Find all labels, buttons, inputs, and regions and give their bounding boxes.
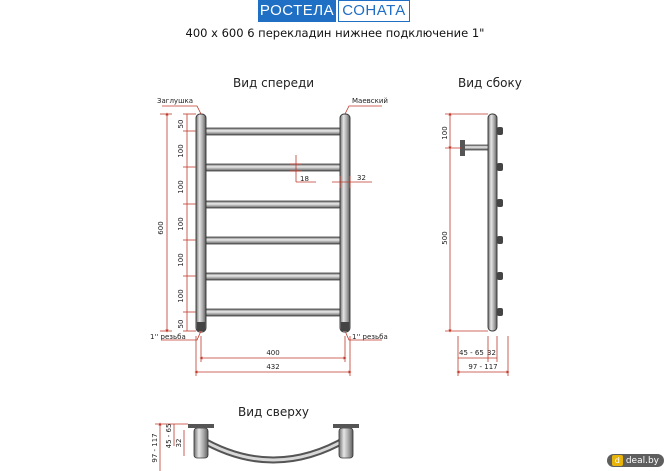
right-post: [340, 114, 350, 332]
watermark-text: deal.by: [625, 456, 659, 466]
thread-right-label: 1'' резьба: [352, 333, 388, 341]
watermark-badge-icon: d: [612, 455, 623, 466]
left-thread: [197, 322, 205, 331]
top-view-title: Вид сверху: [238, 405, 310, 419]
top-view: [155, 424, 359, 471]
plug-label: Заглушка: [157, 97, 193, 105]
top-right-flange: [333, 424, 359, 428]
spacing-label-5: 100: [177, 253, 185, 267]
total-height-label: 600: [157, 221, 165, 235]
front-view-title: Вид спереди: [233, 76, 315, 90]
top-left-post: [194, 428, 208, 458]
center-width-label: 400: [266, 349, 280, 357]
wall-bracket: [460, 140, 488, 156]
side-rungs: [497, 127, 503, 316]
spacing-label-2: 100: [177, 144, 185, 158]
left-post: [196, 114, 206, 332]
rung-4: [204, 237, 342, 244]
top-depth-label: 97 - 117: [151, 433, 159, 463]
thread-left-label: 1'' резьба: [150, 333, 186, 341]
side-post: [488, 114, 497, 331]
spacing-label-1: 50: [177, 119, 185, 129]
post-diameter-label: 32: [357, 174, 366, 182]
side-depth-label: 97 - 117: [468, 363, 498, 371]
side-dims: [445, 114, 508, 376]
side-offset-label: 45 - 65: [459, 349, 484, 357]
top-right-post: [339, 428, 353, 458]
rung-6: [204, 309, 342, 316]
rung-3: [204, 201, 342, 208]
top-post-label: 32: [175, 438, 183, 448]
bracket-dim-label: 100: [441, 126, 449, 140]
total-width-label: 432: [266, 363, 280, 371]
rung-1: [204, 128, 342, 135]
product-subtitle: 400 x 600 6 перекладин нижнее подключение 1": [185, 26, 485, 40]
watermark: [607, 454, 664, 467]
plug-leader: [162, 106, 201, 114]
rung-5: [204, 273, 342, 280]
rung-2: [204, 164, 342, 171]
side-view-title: Вид сбоку: [458, 76, 522, 90]
top-left-flange: [188, 424, 214, 428]
spacing-label-4: 100: [177, 217, 185, 231]
brand-logo-rostela: РОСТЕЛА: [258, 0, 336, 22]
rung-diameter-label: 18: [300, 175, 309, 183]
brand-logo-sonata: СОНАТА: [338, 0, 410, 22]
top-offset-label: 45 - 65: [165, 423, 173, 449]
spacing-label-3: 100: [177, 180, 185, 194]
rungs: [204, 128, 342, 316]
side-height-label: 500: [441, 231, 449, 245]
mayevsky-leader: [345, 106, 382, 114]
spacing-label-7: 50: [177, 319, 185, 329]
mayevsky-label: Маевский: [352, 97, 388, 105]
spacing-label-6: 100: [177, 289, 185, 303]
side-view: [445, 114, 508, 376]
post-diameter-dim: [332, 176, 372, 188]
side-post-label: 32: [487, 349, 496, 357]
front-view: [160, 106, 382, 376]
right-thread: [341, 322, 349, 331]
